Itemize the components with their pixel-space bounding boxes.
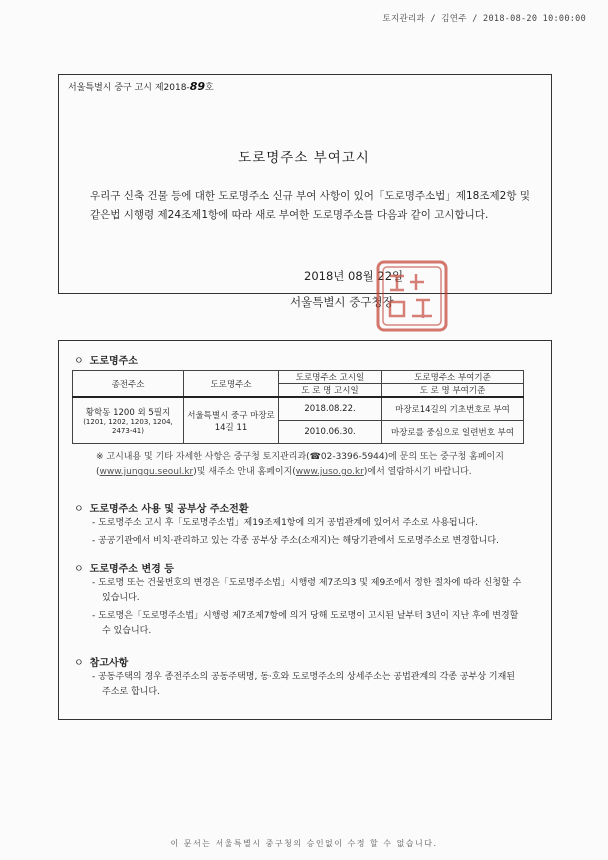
table-header-road-notice-date: 도 로 명 고시일 — [279, 384, 382, 398]
list-item: - 공공기관에서 비치·관리하고 있는 각종 공부상 주소(소재지)는 해당기관에서 도로명주소로 변경합니다. — [92, 536, 499, 546]
table-header-old-address: 종전주소 — [73, 371, 184, 398]
notice-title: 도로명주소 부여고시 — [238, 150, 370, 166]
notice-number — [68, 80, 214, 93]
table-cell-date: 2018.08.22. — [279, 397, 382, 421]
document-footer: 이 문서는 서울특별시 중구청의 승인없이 수정 할 수 없습니다. — [170, 839, 438, 848]
table-header-road-address: 도로명주소 — [184, 371, 279, 398]
table-cell-basis: 마장로를 중심으로 일련번호 부여 — [382, 421, 524, 444]
old-address-detail: (1201, 1202, 1203, 1204, 2473-41) — [83, 417, 173, 435]
remark-prefix: ※ 고시내용 및 기타 자세한 사항은 중구청 토지관리과(☎02-3396-5944)에 문의 또는 중구청 홈페이지( — [96, 452, 504, 477]
section-road-address-title — [74, 352, 138, 367]
remark-middle: )및 새주소 안내 홈페이지( — [193, 467, 296, 477]
table-header-notice-date: 도로명주소 고시일 — [279, 371, 382, 384]
official-seal-icon — [372, 256, 452, 336]
table-cell-old-address — [73, 397, 184, 444]
section-change-title — [74, 560, 174, 575]
change-list — [92, 576, 522, 642]
notice-frame — [58, 74, 552, 294]
section-title-text: 도로명주소 사용 및 공부상 주소전환 — [89, 504, 249, 515]
usage-list — [92, 516, 522, 552]
document-header-meta: 토지관리과 / 김연주 / 2018-08-20 10:00:00 — [382, 14, 586, 24]
section-bullet: ㅇ — [74, 564, 84, 575]
section-bullet: ㅇ — [74, 658, 84, 669]
website-link[interactable]: www.juso.go.kr — [295, 467, 364, 477]
remark-suffix: )에서 열람하시기 바랍니다. — [363, 467, 472, 477]
section-bullet: ㅇ — [74, 356, 84, 367]
remark-note — [96, 450, 516, 480]
table-header-road-basis: 도 로 명 부여기준 — [382, 384, 524, 398]
section-usage-title — [74, 500, 249, 515]
section-title-text: 도로명주소 — [89, 356, 138, 367]
notice-intro: 우리구 신축 건물 등에 대한 도로명주소 신규 부여 사항이 있어「도로명주소법」제18조제2항 및 같은법 시행령 제24조제1항에 따라 새로 부여한 도로명주소를 다음과 같이 고시합니다. — [90, 190, 530, 221]
old-address-text: 황학동 1200 외 5필지 — [85, 407, 171, 418]
notice-number-prefix: 서울특별시 중구 고시 제2018- — [68, 83, 190, 93]
list-item: - 도로명 또는 건물번호의 변경은「도로명주소법」시행령 제7조의3 및 제9조에서 정한 절차에 따라 신청할 수 있습니다. — [92, 578, 522, 603]
table-row — [73, 397, 524, 421]
table-cell-basis: 마장로14길의 기초번호로 부여 — [382, 397, 524, 421]
website-link[interactable]: www.junggu.seoul.kr — [99, 467, 194, 477]
table-cell-date: 2010.06.30. — [279, 421, 382, 444]
notice-issuer: 서울특별시 중구청장 — [290, 295, 394, 309]
section-title-text: 도로명주소 변경 등 — [89, 564, 174, 575]
section-bullet: ㅇ — [74, 504, 84, 515]
notice-number-suffix: 호 — [205, 83, 214, 93]
road-address-table — [72, 370, 524, 444]
section-reference-title — [74, 654, 128, 669]
list-item: - 공동주택의 경우 종전주소의 공동주택명, 동·호와 도로명주소의 상세주소는 공법관계의 각종 공부상 기재된 주소로 합니다. — [92, 672, 515, 697]
list-item: - 도로명은「도로명주소법」시행령 제7조제7항에 의거 당해 도로명이 고시된 날부터 3년이 지난 후에 변경할 수 있습니다. — [92, 611, 519, 636]
list-item: - 도로명주소 고시 후「도로명주소법」제19조제1항에 의거 공법관계에 있어서 주소로 사용됩니다. — [92, 518, 478, 528]
table-cell-road-address: 서울특별시 중구 마장로14길 11 — [184, 397, 279, 444]
section-title-text: 참고사항 — [89, 658, 129, 669]
notice-number-handwritten: 89 — [189, 80, 205, 93]
reference-list — [92, 670, 522, 703]
notice-date: 2018년 08월 22일 — [304, 269, 404, 283]
table-header-basis: 도로명주소 부여기준 — [382, 371, 524, 384]
